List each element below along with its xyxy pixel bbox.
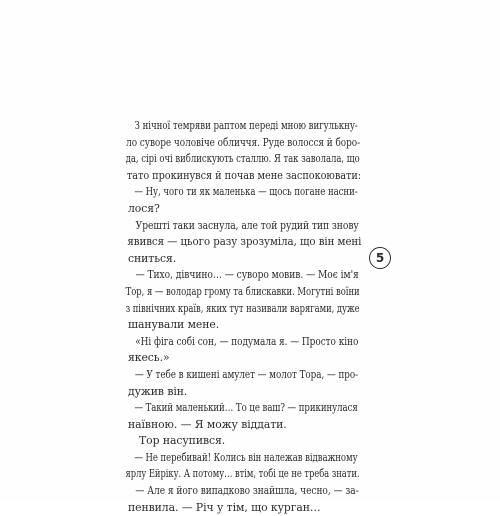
text-line: пенвила. — Річ у тім, що курган… [128, 500, 321, 514]
text-line: — Ну, чого ти як маленька — щось погане насни- [134, 185, 358, 199]
text-line: наївною. — Я можу віддати. [128, 417, 287, 431]
text-line: — У тебе в кишені амулет — молот Тора, — про- [134, 367, 359, 381]
text-line: лося? [128, 201, 160, 215]
text-line: дужив він. [128, 384, 188, 398]
text-line: ярлу Ейріку. А потому… втім, тобі це не треба знати. [125, 467, 360, 481]
text-line: сниться. [128, 251, 177, 265]
text-line: — Такий маленький… То це ваш? — прикинулася [134, 401, 358, 415]
text-line: да, сірі очі виблискують сталлю. Я так заволала, що [125, 152, 360, 166]
body-text [117, 118, 362, 516]
text-line: ло суворе чоловіче обличчя. Руде волосся й боро- [126, 135, 361, 149]
text-line: Тор, я — володар грому та блискавки. Могутні воїни [125, 284, 360, 298]
page-number: 5 [375, 251, 385, 265]
text-line: — Але я його випадково знайшла, чесно, — за- [135, 484, 359, 498]
text-line: — Не перебивай! Колись він належав відважному [134, 450, 358, 464]
text-line: — Тихо, дівчино… — суворо мовив. — Моє ім'я [135, 268, 359, 282]
text-line: якесь.» [128, 351, 170, 365]
text-line: Урешті таки заснула, але той рудий тип знову [135, 218, 359, 232]
text-line: тато прокинувся й почав мене заспокоювати: [126, 168, 362, 182]
paragraph [117, 118, 362, 516]
text-line: шанували мене. [128, 318, 220, 332]
text-line: явився — цього разу зрозуміла, що він мені [127, 235, 362, 249]
text-line: З нічної темряви раптом переді мною вигулькну- [134, 119, 358, 132]
text-line: з північних країв, яких тут називали варягами, дуже [125, 301, 360, 315]
text-line: Тор насупився. [139, 434, 226, 448]
page-number-badge [369, 247, 391, 269]
text-line: «Ні фіга собі сон, — подумала я. — Просто кіно [135, 334, 359, 348]
